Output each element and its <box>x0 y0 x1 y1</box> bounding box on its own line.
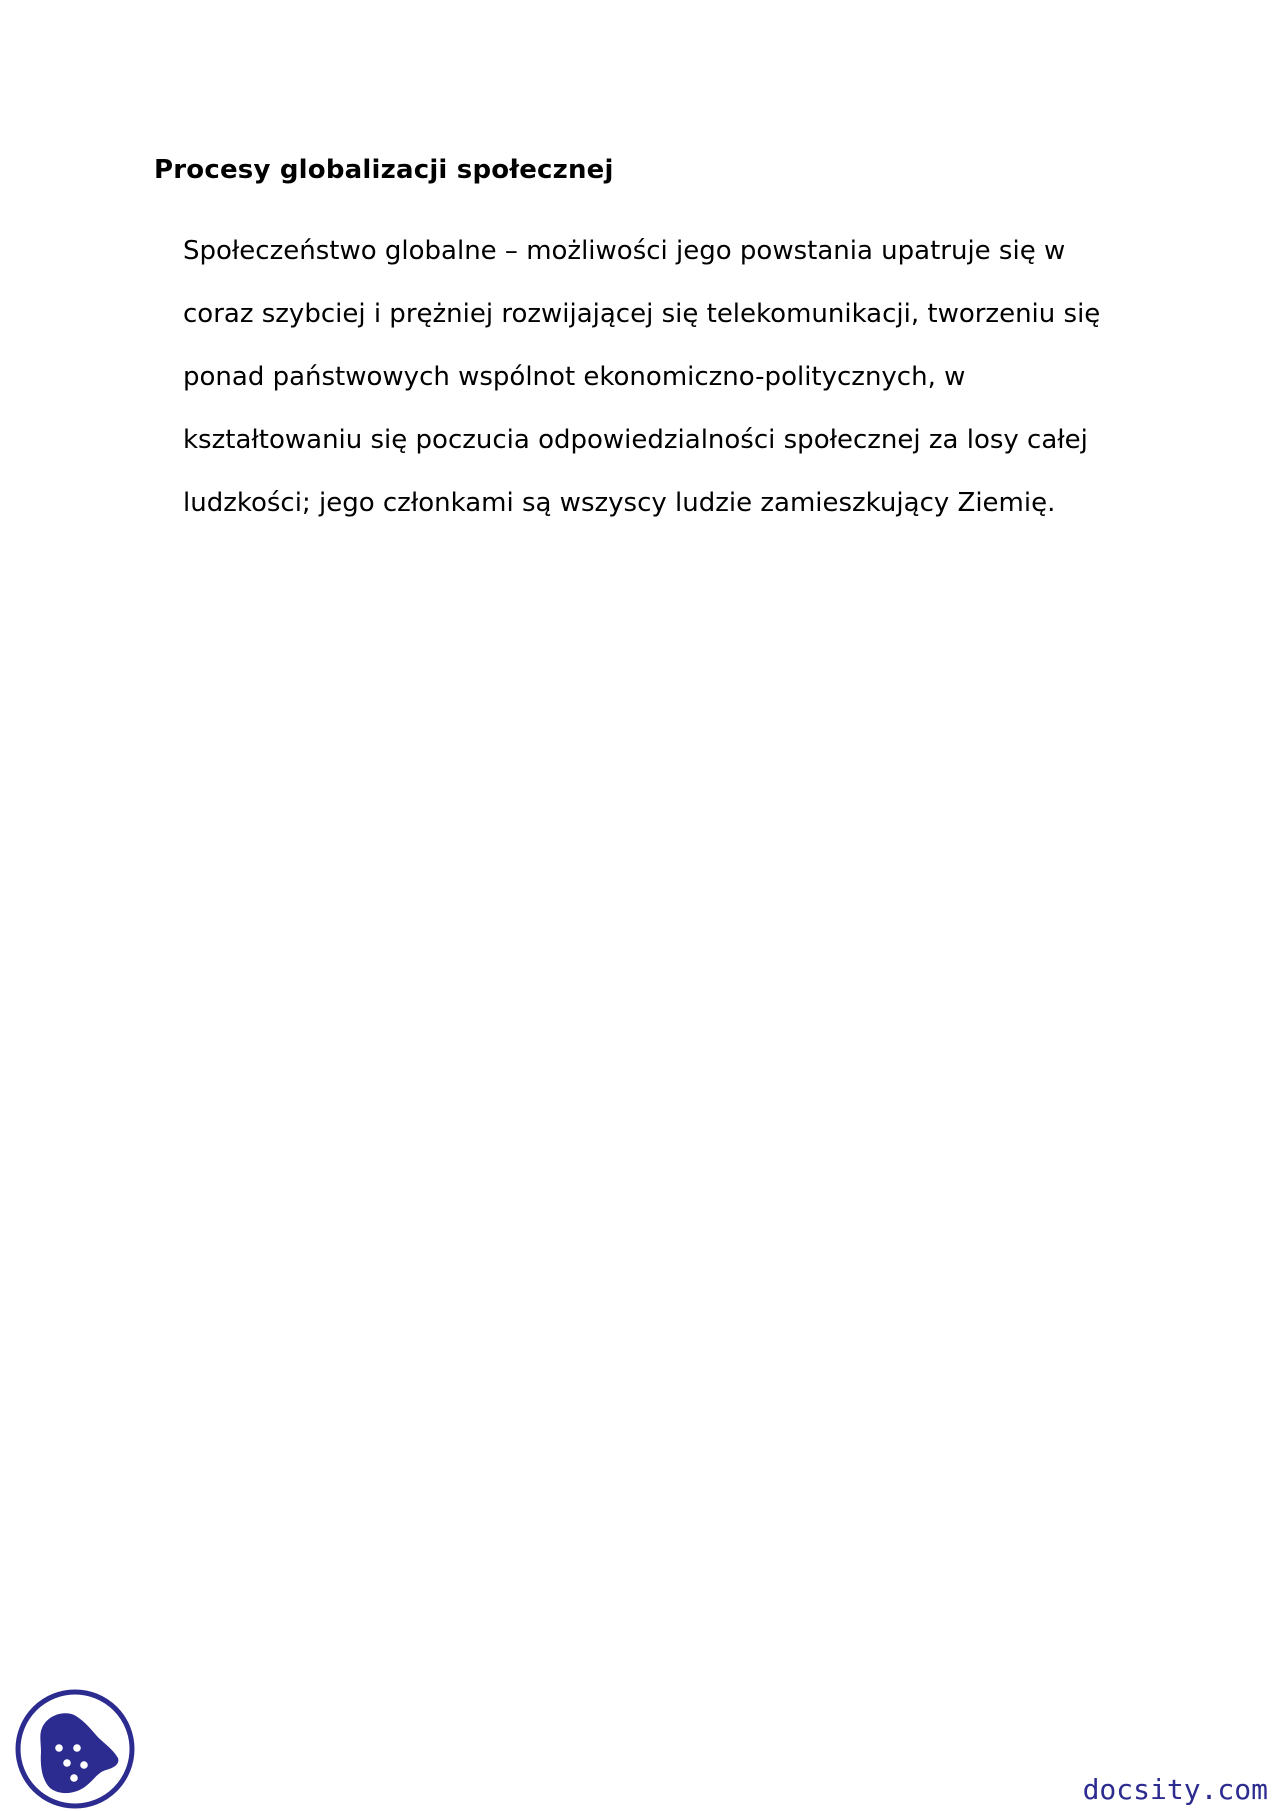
paragraph-line: kształtowaniu się poczucia odpowiedzialności społecznej za losy całej <box>183 425 1088 455</box>
docsity-brand-text: docsity.com <box>1082 1773 1268 1806</box>
paragraph-line: coraz szybciej i prężniej rozwijającej się telekomunikacji, tworzeniu się <box>183 299 1101 329</box>
document-paragraph <box>183 220 1183 535</box>
docsity-logo-icon <box>14 1688 136 1810</box>
paragraph-line: ponad państwowych wspólnot ekonomiczno-politycznych, w <box>183 362 966 392</box>
paragraph-line: Społeczeństwo globalne – możliwości jego powstania upatruje się w <box>183 236 1066 266</box>
document-heading: Procesy globalizacji społecznej <box>154 155 614 185</box>
paragraph-line: ludzkości; jego członkami są wszyscy ludzie zamieszkujący Ziemię. <box>183 488 1056 518</box>
